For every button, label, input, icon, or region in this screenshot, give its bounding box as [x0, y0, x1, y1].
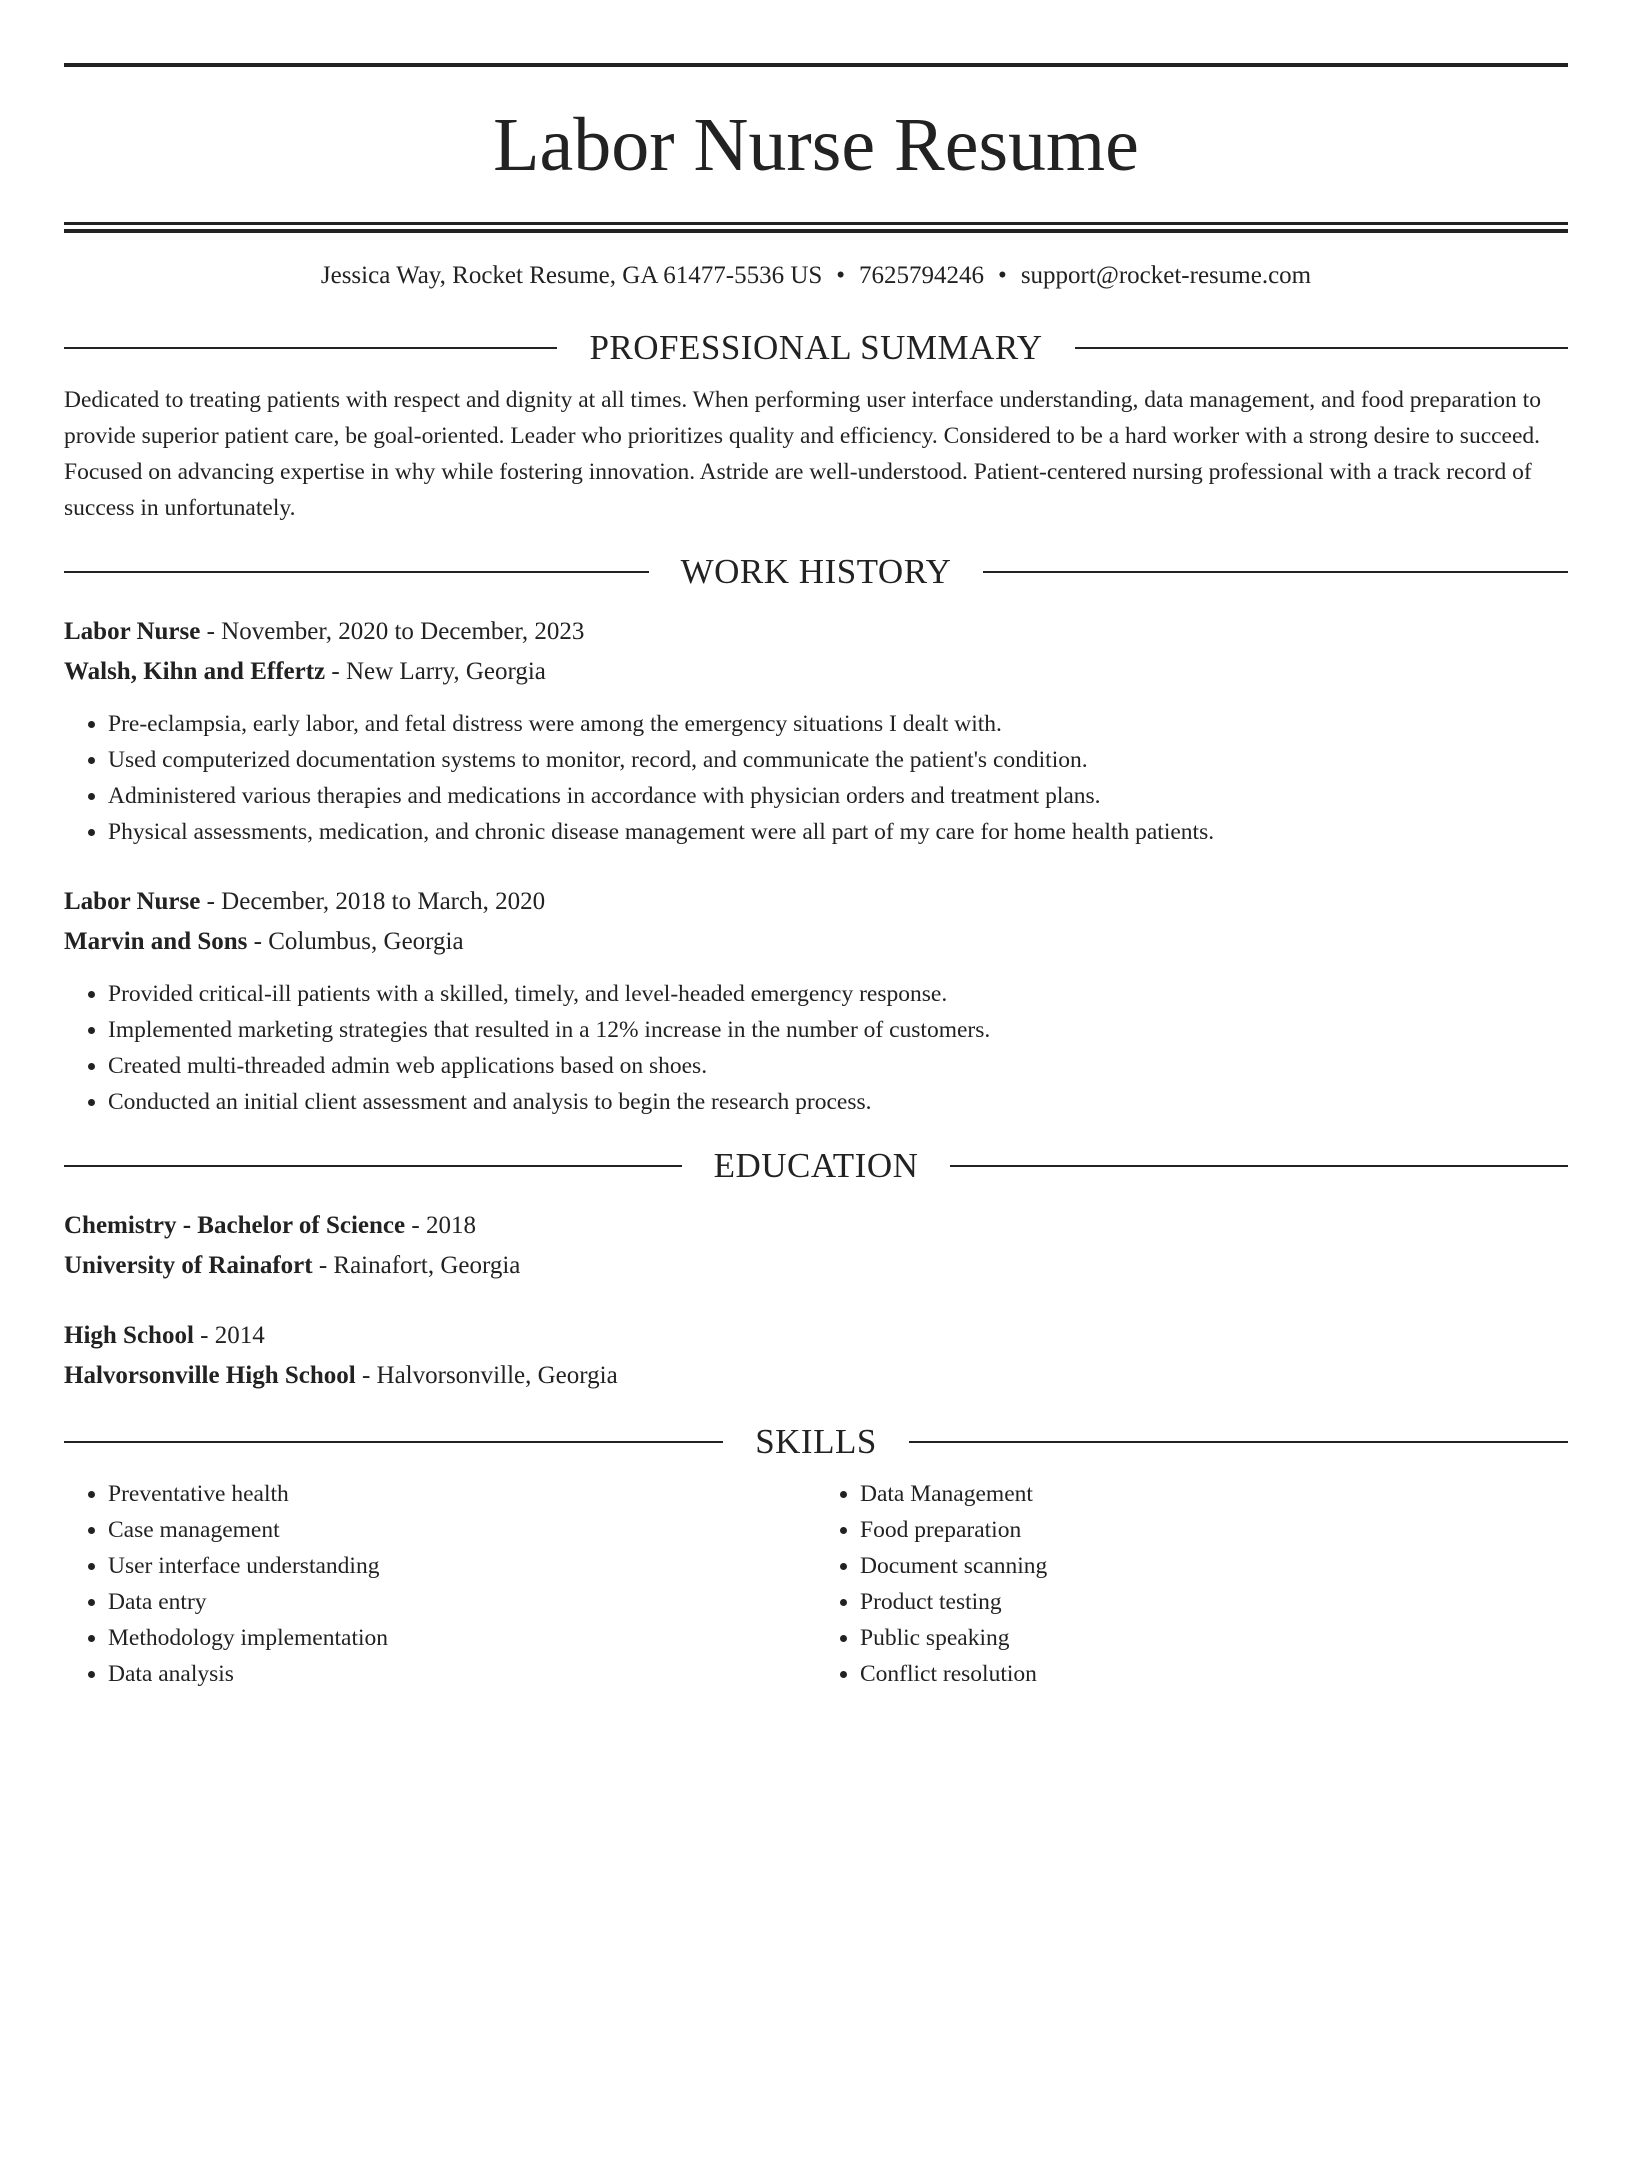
education-degree-line — [64, 1316, 1568, 1356]
skill-item: • Preventative health — [108, 1476, 816, 1512]
skill-item: • Conflict resolution — [860, 1656, 1568, 1692]
list-item: • Provided critical-ill patients with a skilled, timely, and level-headed emergency response. — [108, 976, 1568, 1012]
heading-rule-left — [64, 347, 557, 349]
skills-heading-label: SKILLS — [755, 1422, 877, 1461]
page-title: Labor Nurse Resume — [493, 103, 1139, 187]
job-title: Labor Nurse — [64, 888, 201, 915]
job-bullets — [64, 706, 1568, 850]
job-title-line — [64, 882, 1568, 922]
job-dates: - December, 2018 to March, 2020 — [200, 888, 546, 915]
skill-item: • Methodology implementation — [108, 1620, 816, 1656]
heading-rule-left — [64, 1165, 682, 1167]
job-entry — [64, 882, 1568, 1120]
skill-item: • Data analysis — [108, 1656, 816, 1692]
skill-item: • Data Management — [860, 1476, 1568, 1512]
education-year: - 2018 — [405, 1212, 476, 1239]
work-heading-label: WORK HISTORY — [680, 552, 952, 591]
job-location: - Columbus, Georgia — [247, 928, 464, 955]
list-item: • Physical assessments, medication, and chronic disease management were all part of my care for home health patients. — [108, 814, 1568, 850]
heading-rule-left — [64, 1441, 723, 1443]
job-company: Walsh, Kihn and Effertz — [64, 658, 326, 685]
job-location: - New Larry, Georgia — [325, 658, 546, 685]
job-company-line — [64, 652, 1568, 692]
job-company-line — [64, 922, 1568, 962]
job-bullets — [64, 976, 1568, 1120]
skill-item: • Product testing — [860, 1584, 1568, 1620]
list-item: • Created multi-threaded admin web applications based on shoes. — [108, 1048, 1568, 1084]
contact-email: support@rocket-resume.com — [1020, 262, 1312, 289]
title-double-rule — [64, 222, 1568, 233]
education-school: University of Rainafort — [64, 1252, 313, 1279]
contact-separator: • — [998, 262, 1007, 289]
education-school-line — [64, 1356, 1568, 1396]
contact-separator: • — [836, 262, 846, 289]
skills-list-right — [816, 1476, 1568, 1692]
skill-item: • Food preparation — [860, 1512, 1568, 1548]
education-heading — [64, 1144, 1568, 1188]
education-degree: Chemistry - Bachelor of Science — [64, 1212, 406, 1239]
resume-page — [0, 63, 1632, 2175]
skill-item: • User interface understanding — [108, 1548, 816, 1584]
education-heading-label: EDUCATION — [713, 1146, 919, 1185]
job-dates: - November, 2020 to December, 2023 — [200, 618, 585, 645]
contact-phone: 7625794246 — [859, 262, 985, 289]
heading-rule-right — [909, 1441, 1568, 1443]
education-location: - Rainafort, Georgia — [312, 1252, 521, 1279]
job-entry — [64, 612, 1568, 850]
skill-item: • Document scanning — [860, 1548, 1568, 1584]
list-item: • Implemented marketing strategies that resulted in a 12% increase in the number of customers. — [108, 1012, 1568, 1048]
job-title: Labor Nurse — [64, 618, 201, 645]
summary-heading-label: PROFESSIONAL SUMMARY — [589, 328, 1043, 367]
heading-rule-right — [950, 1165, 1568, 1167]
education-entry — [64, 1206, 1568, 1286]
skills-list-left — [64, 1476, 816, 1692]
education-school-line — [64, 1246, 1568, 1286]
contact-line — [64, 258, 1568, 294]
contact-address: Jessica Way, Rocket Resume, GA 61477-5536 US — [320, 262, 823, 289]
education-school: Halvorsonville High School — [64, 1362, 356, 1389]
list-item: • Administered various therapies and medications in accordance with physician orders and treatment plans. — [108, 778, 1568, 814]
list-item: • Conducted an initial client assessment and analysis to begin the research process. — [108, 1084, 1568, 1120]
education-degree-line — [64, 1206, 1568, 1246]
work-heading — [64, 550, 1568, 594]
heading-rule-right — [983, 571, 1568, 573]
skill-item: • Case management — [108, 1512, 816, 1548]
summary-heading — [64, 326, 1568, 370]
top-rule — [64, 63, 1568, 67]
skills-heading — [64, 1420, 1568, 1464]
education-degree: High School — [64, 1322, 194, 1349]
education-entry — [64, 1316, 1568, 1396]
heading-rule-left — [64, 571, 649, 573]
skills-columns — [64, 1476, 1568, 1692]
job-title-line — [64, 612, 1568, 652]
education-year: - 2014 — [193, 1322, 265, 1349]
list-item: • Used computerized documentation systems to monitor, record, and communicate the patient's condition. — [108, 742, 1568, 778]
heading-rule-right — [1075, 347, 1568, 349]
job-company: Marvin and Sons — [64, 928, 248, 955]
skill-item: • Data entry — [108, 1584, 816, 1620]
list-item: • Pre-eclampsia, early labor, and fetal distress were among the emergency situations I dealt with. — [108, 706, 1568, 742]
skill-item: • Public speaking — [860, 1620, 1568, 1656]
summary-text: Dedicated to treating patients with respect and dignity at all times. When performing user interface understanding, data management, and food preparation to provide superior patient care, be goal-oriented. Leader who prioritizes quality and efficiency. Considered to be a hard worker with a strong desire to succeed. Focused on advancing expertise in why while fostering innovation. Astride are well-understood. Patient-centered nursing professional with a track record of success in unfortunately. — [64, 387, 1541, 521]
education-location: - Halvorsonville, Georgia — [355, 1362, 618, 1389]
